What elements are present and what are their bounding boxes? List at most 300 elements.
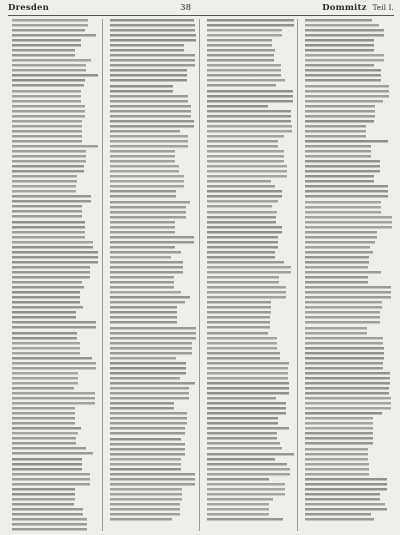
directory-entry	[106, 291, 198, 295]
column-1	[8, 19, 103, 531]
entry-text-block	[305, 347, 385, 361]
directory-entry	[301, 120, 393, 124]
directory-entry	[203, 397, 295, 401]
entry-text-block	[110, 503, 180, 517]
directory-entry	[106, 377, 198, 381]
entry-text-block	[110, 24, 195, 33]
entry-text-block	[305, 140, 388, 144]
directory-entry	[203, 251, 295, 260]
directory-entry	[203, 190, 295, 199]
directory-entry	[8, 205, 100, 219]
entry-text-block	[12, 362, 96, 371]
entry-text-block	[305, 397, 392, 411]
directory-entry	[301, 301, 393, 310]
header-right-word: Dommitz	[322, 3, 367, 13]
directory-entry	[301, 493, 393, 502]
entry-text-block	[110, 291, 181, 295]
entry-text-block	[207, 125, 292, 134]
entry-text-block	[207, 478, 269, 482]
entry-text-block	[207, 261, 284, 265]
directory-entry	[8, 342, 100, 356]
entry-text-block	[305, 513, 372, 517]
directory-entry	[106, 19, 198, 23]
directory-entry	[106, 120, 198, 129]
entry-text-block	[207, 135, 284, 139]
directory-entry	[8, 357, 100, 361]
entry-text-block	[305, 412, 383, 416]
directory-entry	[301, 231, 393, 240]
directory-entry	[301, 266, 393, 270]
directory-entry	[8, 266, 100, 280]
entry-text-block	[110, 443, 185, 457]
directory-entry	[203, 261, 295, 265]
entry-text-block	[207, 200, 278, 204]
directory-entry	[8, 437, 100, 446]
directory-entry	[301, 503, 393, 507]
directory-entry	[203, 236, 295, 250]
entry-text-block	[207, 362, 289, 366]
directory-entry	[203, 417, 295, 426]
entry-text-block	[12, 205, 82, 219]
entry-text-block	[110, 85, 173, 94]
entry-text-block	[207, 190, 282, 199]
directory-entry	[106, 296, 198, 300]
entry-text-block	[12, 195, 91, 204]
directory-entry	[301, 286, 393, 300]
entry-text-block	[305, 372, 390, 386]
directory-entry	[8, 281, 100, 285]
entry-text-block	[305, 311, 380, 325]
entry-text-block	[305, 256, 369, 265]
entry-text-block	[12, 19, 88, 28]
directory-entry	[203, 180, 295, 184]
entry-text-block	[207, 332, 268, 336]
entry-text-block	[207, 337, 277, 351]
entry-text-block	[110, 206, 187, 220]
directory-entry	[8, 84, 100, 88]
entry-text-block	[207, 458, 275, 462]
entry-text-block	[207, 105, 268, 109]
entry-text-block	[207, 74, 281, 78]
directory-entry	[301, 387, 393, 396]
directory-entry	[106, 221, 198, 235]
directory-entry	[203, 332, 295, 336]
directory-entry	[203, 337, 295, 351]
directory-entry	[301, 54, 393, 63]
directory-entry	[8, 321, 100, 330]
directory-entry	[301, 216, 393, 230]
entry-text-block	[305, 417, 373, 431]
entry-text-block	[305, 493, 380, 502]
directory-entry	[203, 39, 295, 48]
directory-entry	[203, 74, 295, 78]
entry-text-block	[12, 84, 84, 88]
entry-text-block	[110, 34, 197, 43]
entry-text-block	[12, 175, 77, 184]
entry-text-block	[207, 226, 282, 235]
directory-entry	[203, 165, 295, 179]
directory-entry	[203, 362, 295, 366]
entry-text-block	[110, 175, 185, 189]
entry-text-block	[12, 306, 83, 310]
directory-entry	[106, 362, 198, 376]
directory-entry	[106, 105, 198, 119]
entry-text-block	[207, 165, 287, 179]
directory-entry	[8, 231, 100, 240]
directory-entry	[8, 518, 100, 531]
entry-text-block	[110, 412, 187, 426]
entry-text-block	[110, 261, 183, 275]
directory-entry	[203, 367, 295, 381]
directory-entry	[8, 452, 100, 456]
directory-entry	[106, 54, 198, 68]
directory-entry	[203, 226, 295, 235]
directory-entry	[203, 427, 295, 431]
directory-entry	[106, 402, 198, 411]
directory-entry	[301, 145, 393, 159]
directory-entry	[301, 271, 393, 275]
directory-entry	[106, 175, 198, 189]
entry-text-block	[12, 417, 75, 426]
directory-entry	[301, 140, 393, 144]
directory-entry	[301, 160, 393, 174]
entry-text-block	[207, 29, 282, 38]
entry-text-block	[305, 69, 382, 83]
entry-text-block	[305, 100, 384, 104]
directory-entry	[106, 468, 198, 472]
directory-entry	[8, 185, 100, 194]
entry-text-block	[207, 286, 286, 300]
entry-text-block	[305, 286, 391, 300]
entry-text-block	[305, 246, 371, 250]
entry-text-block	[305, 276, 368, 285]
directory-entry	[203, 185, 295, 189]
directory-entry	[203, 140, 295, 149]
directory-entry	[8, 286, 100, 290]
directory-entry	[8, 39, 100, 48]
directory-entry	[106, 458, 198, 467]
entry-text-block	[12, 39, 81, 48]
entry-text-block	[207, 382, 289, 396]
directory-entry	[106, 488, 198, 502]
entry-text-block	[110, 19, 195, 23]
entry-text-block	[12, 508, 83, 517]
entry-text-block	[110, 221, 176, 235]
directory-entry	[8, 427, 100, 431]
entry-text-block	[305, 271, 382, 275]
directory-entry	[301, 19, 393, 23]
directory-entry	[203, 447, 295, 451]
entry-text-block	[110, 150, 176, 164]
entry-text-block	[207, 140, 278, 149]
directory-entry	[203, 125, 295, 134]
directory-entry	[106, 473, 198, 487]
directory-entry	[8, 34, 100, 38]
directory-entry	[106, 306, 198, 315]
directory-entry	[106, 246, 198, 250]
directory-entry	[8, 105, 100, 119]
directory-entry	[203, 150, 295, 164]
directory-entry	[301, 347, 393, 361]
directory-entry	[203, 79, 295, 83]
directory-entry	[301, 125, 393, 139]
entry-text-block	[305, 362, 384, 371]
entry-text-block	[207, 236, 278, 250]
directory-entry	[8, 498, 100, 502]
directory-entry	[8, 79, 100, 83]
directory-entry	[203, 90, 295, 104]
entry-text-block	[110, 256, 172, 260]
entry-text-block	[110, 518, 173, 522]
directory-entry	[203, 518, 295, 522]
entry-text-block	[110, 201, 191, 205]
entry-text-block	[12, 90, 81, 104]
directory-entry	[106, 438, 198, 442]
entry-text-block	[207, 301, 271, 315]
directory-entry	[203, 432, 295, 441]
header-left-title: Dresden	[8, 3, 49, 13]
directory-entry	[203, 352, 295, 361]
column-3	[203, 19, 298, 531]
entry-text-block	[110, 327, 196, 341]
entry-text-block	[305, 64, 375, 68]
directory-entry	[301, 85, 393, 99]
directory-entry	[8, 488, 100, 497]
entry-text-block	[207, 185, 275, 189]
directory-entry	[301, 24, 393, 28]
directory-entry	[301, 463, 393, 477]
entry-text-block	[12, 407, 75, 416]
entry-text-block	[207, 54, 274, 63]
entry-text-block	[305, 432, 374, 446]
entry-text-block	[207, 79, 285, 83]
entry-text-block	[110, 44, 184, 53]
entry-text-block	[207, 498, 273, 502]
entry-text-block	[110, 301, 185, 305]
entry-text-block	[12, 145, 98, 149]
entry-text-block	[207, 90, 293, 104]
entry-text-block	[12, 246, 93, 250]
directory-entry	[8, 503, 100, 507]
directory-entry	[301, 397, 393, 411]
entry-text-block	[207, 417, 278, 426]
directory-entry	[8, 372, 100, 386]
directory-entry	[301, 412, 393, 416]
directory-entry	[203, 135, 295, 139]
directory-entry	[106, 206, 198, 220]
entry-text-block	[207, 402, 286, 416]
entry-text-block	[12, 332, 77, 341]
directory-entry	[301, 372, 393, 386]
directory-entry	[301, 251, 393, 255]
entry-text-block	[207, 367, 288, 381]
entry-text-block	[12, 150, 86, 164]
directory-entry	[106, 327, 198, 341]
directory-entry	[203, 316, 295, 330]
directory-entry	[106, 95, 198, 104]
directory-entry	[301, 256, 393, 265]
directory-entry	[203, 483, 295, 497]
directory-entry	[301, 39, 393, 53]
directory-entry	[301, 185, 393, 199]
directory-entry	[203, 458, 295, 462]
directory-entry	[301, 448, 393, 462]
entry-text-block	[110, 135, 189, 149]
entry-text-block	[305, 24, 379, 28]
entry-text-block	[12, 29, 85, 33]
entry-text-block	[12, 64, 86, 73]
directory-entry	[8, 362, 100, 371]
page-number: 38	[180, 3, 191, 13]
directory-entry	[8, 251, 100, 265]
entry-text-block	[305, 478, 387, 492]
directory-entry	[8, 241, 100, 245]
directory-entry	[203, 382, 295, 396]
directory-entry	[301, 508, 393, 512]
directory-entry	[8, 306, 100, 310]
entry-text-block	[110, 120, 194, 129]
directory-entry	[106, 135, 198, 149]
directory-entry	[106, 201, 198, 205]
directory-entry	[106, 301, 198, 305]
directory-entry	[8, 392, 100, 406]
directory-entry	[203, 402, 295, 416]
directory-entry	[301, 175, 393, 184]
directory-entry	[203, 211, 295, 215]
entry-text-block	[110, 276, 174, 290]
entry-text-block	[305, 251, 373, 255]
directory-entry	[106, 190, 198, 199]
entry-text-block	[110, 387, 190, 401]
entry-text-block	[110, 130, 181, 134]
entry-text-block	[305, 145, 372, 159]
directory-entry	[301, 276, 393, 285]
directory-entry	[301, 100, 393, 104]
entry-text-block	[12, 498, 75, 502]
entry-text-block	[110, 69, 188, 83]
entry-text-block	[207, 49, 275, 53]
directory-entry	[203, 54, 295, 63]
directory-entry	[203, 478, 295, 482]
entry-text-block	[305, 231, 378, 240]
entry-text-block	[305, 337, 383, 346]
directory-entry	[203, 19, 295, 28]
entry-text-block	[12, 427, 81, 431]
entry-text-block	[110, 342, 192, 356]
entry-text-block	[207, 463, 287, 467]
entry-text-block	[207, 432, 277, 441]
entry-text-block	[110, 362, 187, 376]
directory-entry	[106, 427, 198, 436]
directory-entry	[203, 105, 295, 109]
directory-entry	[106, 165, 198, 174]
directory-entry	[301, 518, 393, 522]
entry-text-block	[305, 241, 376, 245]
directory-entry	[203, 503, 295, 517]
entry-text-block	[110, 458, 181, 467]
entry-text-block	[12, 281, 82, 285]
entry-text-block	[12, 311, 76, 320]
directory-entry	[106, 276, 198, 290]
directory-entry	[8, 332, 100, 341]
entry-text-block	[110, 402, 175, 411]
entry-text-block	[12, 130, 82, 144]
directory-entry	[106, 387, 198, 401]
entry-text-block	[12, 291, 80, 305]
directory-entry	[203, 463, 295, 467]
directory-entry	[106, 518, 198, 522]
header-right-title	[322, 3, 394, 13]
entry-text-block	[207, 150, 284, 164]
directory-entry	[106, 69, 198, 83]
directory-entry	[301, 432, 393, 446]
entry-text-block	[12, 286, 84, 290]
header-volume: Teil I.	[372, 4, 394, 12]
directory-entry	[301, 201, 393, 215]
entry-text-block	[305, 301, 383, 310]
entry-text-block	[12, 447, 86, 451]
entry-text-block	[12, 221, 85, 230]
entry-text-block	[305, 29, 385, 38]
entry-text-block	[12, 79, 85, 83]
entry-text-block	[207, 19, 294, 28]
entry-text-block	[12, 231, 85, 240]
directory-entry	[8, 130, 100, 144]
entry-text-block	[110, 54, 195, 68]
entry-text-block	[110, 473, 196, 487]
entry-text-block	[305, 463, 370, 477]
entry-text-block	[207, 518, 283, 522]
entry-text-block	[305, 216, 392, 230]
entry-text-block	[12, 266, 90, 280]
entry-text-block	[305, 120, 374, 124]
directory-entry	[106, 342, 198, 356]
directory-entry	[8, 90, 100, 104]
directory-entry	[301, 64, 393, 68]
directory-entry	[8, 246, 100, 250]
directory-entry	[8, 221, 100, 230]
entry-text-block	[305, 327, 368, 336]
directory-entry	[106, 256, 198, 260]
directory-entry	[106, 412, 198, 426]
entry-text-block	[305, 19, 373, 23]
entry-text-block	[110, 95, 188, 104]
entry-text-block	[305, 105, 375, 119]
directory-entry	[8, 473, 100, 487]
directory-entry	[203, 468, 295, 477]
entry-text-block	[12, 392, 95, 406]
directory-entry	[106, 261, 198, 275]
directory-entry	[8, 291, 100, 305]
entry-text-block	[305, 387, 389, 396]
entry-text-block	[305, 160, 381, 174]
directory-entry	[8, 165, 100, 174]
directory-entry	[8, 64, 100, 73]
entry-text-block	[207, 180, 271, 184]
entry-text-block	[207, 316, 270, 330]
entry-text-block	[110, 468, 181, 472]
entry-text-block	[110, 306, 177, 315]
entry-text-block	[305, 503, 385, 507]
entry-text-block	[12, 49, 75, 58]
entry-text-block	[12, 503, 74, 507]
entry-text-block	[207, 483, 285, 497]
entry-text-block	[207, 64, 281, 73]
entry-text-block	[207, 447, 282, 451]
directory-entry	[203, 266, 295, 275]
entry-text-block	[207, 205, 272, 209]
directory-entry	[203, 84, 295, 88]
